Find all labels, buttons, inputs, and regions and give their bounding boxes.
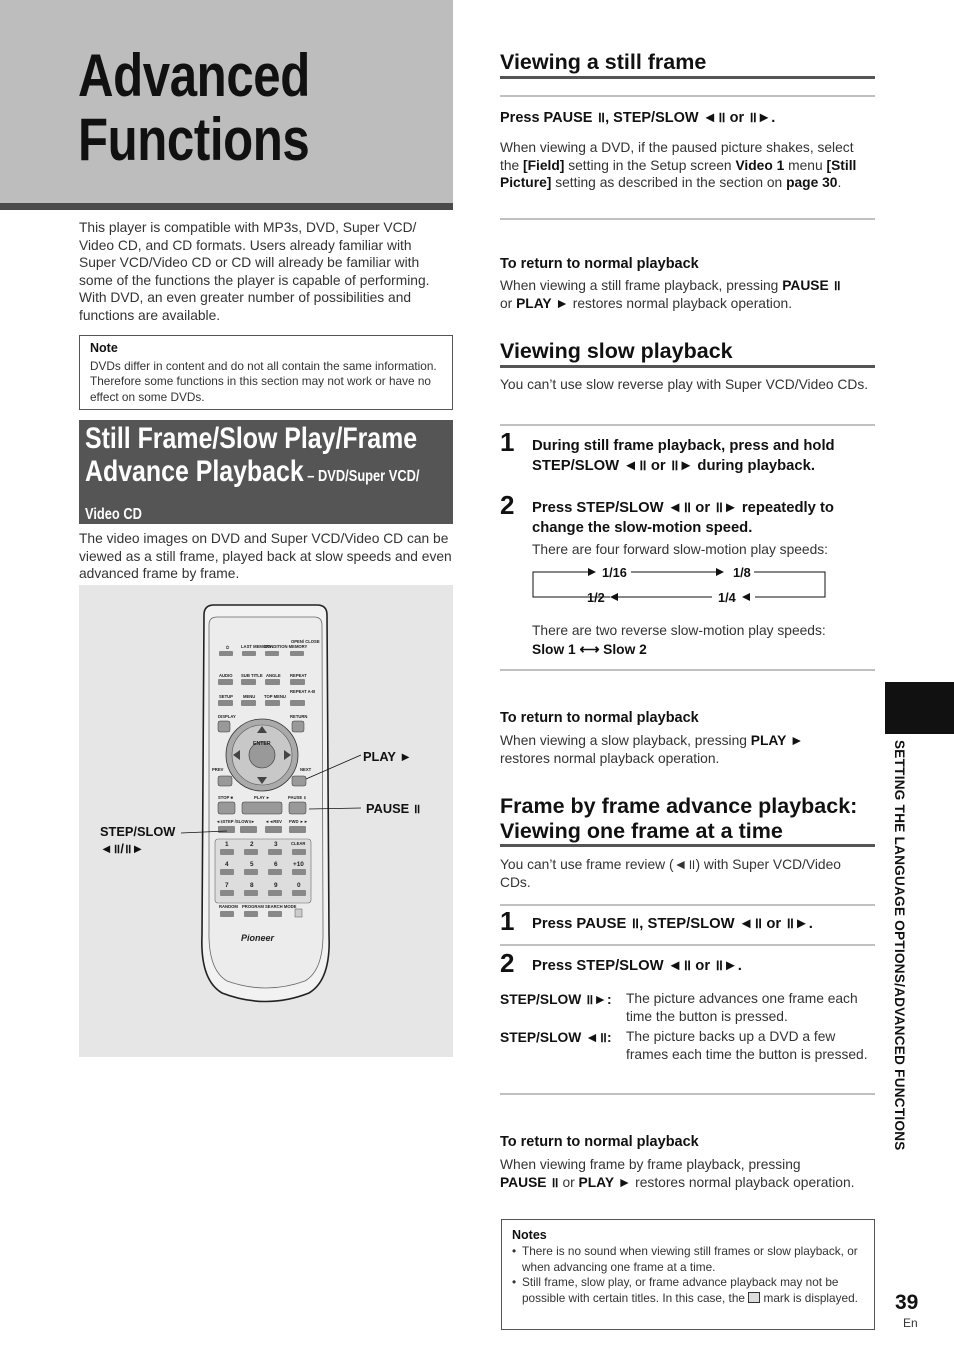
pioneer-logo: Pioneer bbox=[241, 933, 275, 943]
frame-return-title: To return to normal playback bbox=[500, 1134, 699, 1150]
divider bbox=[500, 1093, 875, 1095]
svg-text:SETUP: SETUP bbox=[219, 694, 233, 699]
frame-step-2: Press STEP/SLOW ◄॥ or ॥►. bbox=[532, 958, 742, 974]
prohibited-icon bbox=[748, 1292, 760, 1303]
svg-text:5: 5 bbox=[250, 861, 254, 868]
svg-text:7: 7 bbox=[225, 882, 229, 889]
step-number: 2 bbox=[500, 490, 515, 520]
svg-text:9: 9 bbox=[274, 882, 278, 889]
svg-text:1: 1 bbox=[225, 841, 229, 848]
slow-return-title: To return to normal playback bbox=[500, 710, 699, 726]
slow-step-2: Press STEP/SLOW ◄॥ or ॥► repeatedly to change the slow-motion speed. bbox=[532, 500, 834, 536]
chapter-header bbox=[0, 0, 453, 210]
svg-text:ENTER: ENTER bbox=[253, 741, 271, 747]
remote-control-illustration bbox=[79, 585, 453, 1057]
section-title: Still Frame/Slow Play/Frame Advance Playback – DVD/Super VCD/ Video CD bbox=[85, 422, 420, 523]
divider bbox=[500, 76, 875, 79]
svg-text:SEARCH MODE: SEARCH MODE bbox=[265, 904, 297, 909]
heading-still-frame: Viewing a still frame bbox=[500, 50, 707, 74]
chapter-title: Advanced Functions bbox=[78, 42, 310, 173]
speed-label: 1/4 bbox=[718, 590, 736, 605]
divider bbox=[500, 669, 875, 671]
svg-text:PREV: PREV bbox=[212, 767, 224, 772]
slow-forward-text: There are four forward slow-motion play speeds: bbox=[532, 542, 828, 557]
still-return-body: When viewing a still frame playback, pressing PAUSE ॥ or PLAY ► restores normal playback operation. bbox=[500, 278, 841, 311]
svg-text:CONDITION MEMORY: CONDITION MEMORY bbox=[264, 644, 308, 649]
heading-frame-advance: Frame by frame advance playback: Viewing one frame at a time bbox=[500, 794, 858, 843]
callout-step-slow: STEP/SLOW ◄॥/॥► bbox=[100, 824, 176, 856]
still-body: When viewing a DVD, if the paused picture shakes, select the [Field] setting in the Setup screen Video 1 menu [Still Picture] setting as described in the section on page 30. bbox=[500, 140, 857, 191]
svg-text:2: 2 bbox=[250, 841, 254, 848]
svg-text:LAST MEMORY: LAST MEMORY bbox=[241, 644, 272, 649]
svg-text:RANDOM: RANDOM bbox=[219, 904, 238, 909]
notes-title: Notes bbox=[512, 1228, 547, 1242]
step-number: 2 bbox=[500, 948, 515, 978]
svg-text:6: 6 bbox=[274, 861, 278, 868]
callout-play: PLAY ► bbox=[363, 749, 412, 764]
still-return-title: To return to normal playback bbox=[500, 256, 699, 272]
svg-text:0: 0 bbox=[297, 882, 301, 889]
def-desc: The picture backs up a DVD a few frames each time the button is pressed. bbox=[626, 1029, 868, 1062]
svg-text:DISPLAY: DISPLAY bbox=[218, 714, 236, 719]
svg-text:FWD ►►: FWD ►► bbox=[289, 819, 308, 824]
def-desc: The picture advances one frame each time the button is pressed. bbox=[626, 991, 858, 1024]
frame-return-body: When viewing frame by frame playback, pressing PAUSE ॥ or PLAY ► restores normal playback operation. bbox=[500, 1157, 855, 1190]
reverse-speeds: Slow 1 ⟷ Slow 2 bbox=[532, 642, 647, 657]
svg-text:+10: +10 bbox=[293, 861, 304, 868]
slow-step-1: During still frame playback, press and hold STEP/SLOW ◄॥ or ॥► during playback. bbox=[532, 438, 835, 474]
svg-text:PAUSE ॥: PAUSE ॥ bbox=[288, 795, 306, 800]
section-body: The video images on DVD and Super VCD/Video CD can be viewed as a still frame, played back at slow speeds and even advanced frame by frame. bbox=[79, 531, 452, 582]
divider bbox=[500, 424, 875, 426]
notes-list bbox=[512, 1244, 864, 1306]
slow-return-body: When viewing a slow playback, pressing PLAY ► restores normal playback operation. bbox=[500, 733, 804, 766]
svg-text:RETURN: RETURN bbox=[290, 714, 308, 719]
svg-text:REPEAT A-B: REPEAT A-B bbox=[290, 689, 316, 694]
svg-text:REPEAT: REPEAT bbox=[290, 673, 307, 678]
slow-intro: You can’t use slow reverse play with Super VCD/Video CDs. bbox=[500, 377, 869, 392]
svg-text:AUDIO: AUDIO bbox=[219, 673, 233, 678]
svg-text:TOP MENU: TOP MENU bbox=[264, 694, 286, 699]
notes-box bbox=[501, 1219, 875, 1330]
side-tab-marker bbox=[885, 682, 954, 734]
svg-text:ANGLE: ANGLE bbox=[266, 673, 281, 678]
svg-text:8: 8 bbox=[250, 882, 254, 889]
note-box bbox=[79, 335, 453, 410]
note-body: DVDs differ in content and do not all contain the same information. Therefore some functions in this section may not work or have no effect on some DVDs. bbox=[90, 359, 437, 404]
svg-text:SUB TITLE: SUB TITLE bbox=[241, 673, 263, 678]
step-number: 1 bbox=[500, 427, 515, 457]
divider bbox=[500, 844, 875, 847]
still-instruction: Press PAUSE ॥, STEP/SLOW ◄॥ or ॥►. bbox=[500, 110, 776, 126]
remote-illustration-panel bbox=[79, 585, 453, 1057]
divider bbox=[500, 218, 875, 220]
svg-text:4: 4 bbox=[225, 861, 229, 868]
speed-label: 1/8 bbox=[733, 565, 751, 580]
list-item: • Still frame, slow play, or frame advance playback may not be possible with certain titles. In this case, the mark is displayed. bbox=[512, 1275, 864, 1306]
callout-pause: PAUSE ॥ bbox=[366, 801, 421, 816]
svg-text:◄॥STEP /SLOW॥►: ◄॥STEP /SLOW॥► bbox=[216, 819, 256, 824]
divider bbox=[500, 944, 875, 946]
svg-text:3: 3 bbox=[274, 841, 278, 848]
svg-text:PROGRAM: PROGRAM bbox=[242, 904, 264, 909]
side-tab bbox=[893, 740, 907, 1150]
def-term: STEP/SLOW ◄॥: bbox=[500, 1030, 612, 1045]
frame-intro: You can’t use frame review (◄॥) with Super VCD/Video CDs. bbox=[500, 857, 841, 890]
speed-label: 1/16 bbox=[602, 565, 627, 580]
svg-text:NEXT: NEXT bbox=[300, 767, 312, 772]
svg-text:OPEN/ CLOSE: OPEN/ CLOSE bbox=[291, 639, 320, 644]
svg-text:MENU: MENU bbox=[243, 694, 256, 699]
divider bbox=[500, 904, 875, 906]
heading-slow-playback: Viewing slow playback bbox=[500, 339, 733, 363]
power-icon: ⏻ bbox=[226, 645, 230, 650]
slow-speed-diagram bbox=[530, 563, 830, 607]
section-banner bbox=[79, 420, 453, 524]
svg-text:PLAY ►: PLAY ► bbox=[254, 795, 271, 800]
frame-step-1: Press PAUSE ॥, STEP/SLOW ◄॥ or ॥►. bbox=[532, 916, 813, 932]
side-tab-label: SETTING THE LANGUAGE OPTIONS/ADVANCED FUNCTIONS bbox=[892, 740, 907, 1151]
def-term: STEP/SLOW ॥►: bbox=[500, 992, 612, 1007]
svg-text:◄◄REV: ◄◄REV bbox=[265, 819, 282, 824]
list-item: • There is no sound when viewing still frames or slow playback, or when advancing one frame at a time. bbox=[512, 1244, 864, 1275]
svg-text:STOP ■: STOP ■ bbox=[218, 795, 233, 800]
slow-reverse-text: There are two reverse slow-motion play speeds: bbox=[532, 623, 826, 638]
speed-label: 1/2 bbox=[587, 590, 605, 605]
divider bbox=[500, 95, 875, 97]
step-number: 1 bbox=[500, 906, 515, 936]
divider bbox=[500, 365, 875, 368]
intro-paragraph: This player is compatible with MP3s, DVD, Super VCD/ Video CD, and CD formats. Users already familiar with Super VCD/Video CD or CD will already be familiar with some of the functions the player is capable of performing. With DVD, an even greater number of possibilities and functions are available. bbox=[79, 220, 430, 323]
page-language: En bbox=[903, 1316, 918, 1330]
note-title: Note bbox=[90, 341, 118, 355]
page-number: 39 bbox=[895, 1291, 919, 1314]
svg-text:CLEAR: CLEAR bbox=[291, 841, 306, 846]
